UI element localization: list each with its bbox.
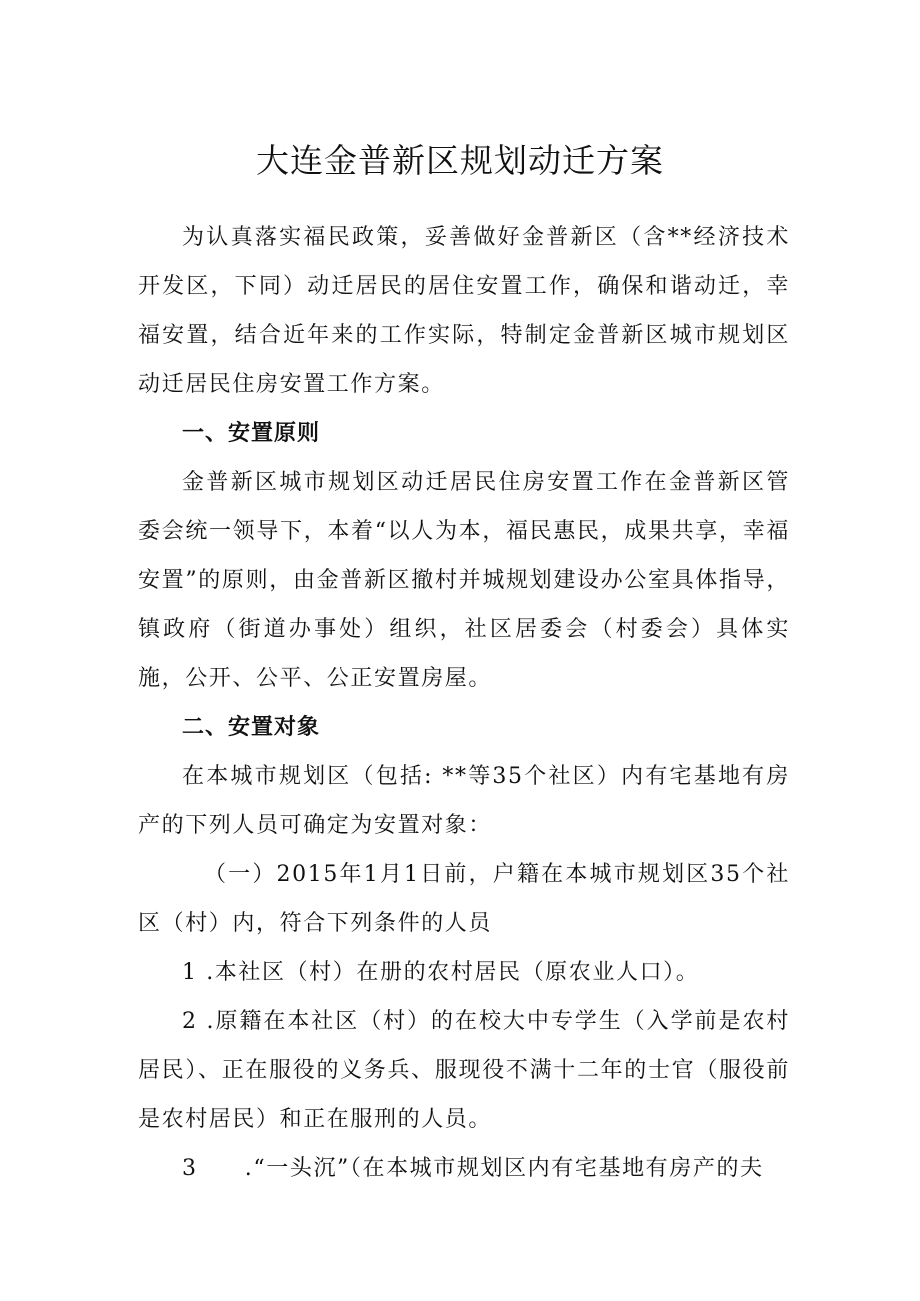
section-heading-principles: 一、安置原则 (182, 421, 321, 446)
list-item-2: 2 .原籍在本社区（村）的在校大中专学生（入学前是农村居民）、正在服役的义务兵、服现役不满十二年的士官（服役前是农村居民）和正在服刑的人员。 (138, 1009, 790, 1132)
document-title: 大连金普新区规划动迁方案 (256, 141, 664, 180)
paragraph-principles: 金普新区城市规划区动迁居民住房安置工作在金普新区管委会统一领导下，本着“以人为本，福民惠民，成果共享，幸福安置”的原则，由金普新区撤村并城规划建设办公室具体指导，镇政府（街道办事处）组织，社区居委会（村委会）具体实施，公开、公平、公正安置房屋。 (138, 470, 790, 691)
paragraph-intro: 为认真落实福民政策，妥善做好金普新区（含**经济技术开发区，下同）动迁居民的居住安置工作，确保和谐动迁，幸福安置，结合近年来的工作实际，特制定金普新区城市规划区动迁居民住房安置工作方案。 (138, 225, 790, 397)
document-body (138, 213, 790, 1193)
section-heading-targets: 二、安置对象 (182, 715, 321, 740)
list-item-3: 3 .“一头沉”（在本城市规划区内有宅基地有房产的夫 (182, 1156, 764, 1181)
paragraph-targets: 在本城市规划区（包括: **等35个社区）内有宅基地有房产的下列人员可确定为安置对象： (138, 764, 790, 838)
paragraph-subsection-1: （一）2015年1月1日前，户籍在本城市规划区35个社区（村）内，符合下列条件的人员 (138, 862, 790, 936)
list-item-1: 1 .本社区（村）在册的农村居民（原农业人口）。 (182, 960, 700, 985)
